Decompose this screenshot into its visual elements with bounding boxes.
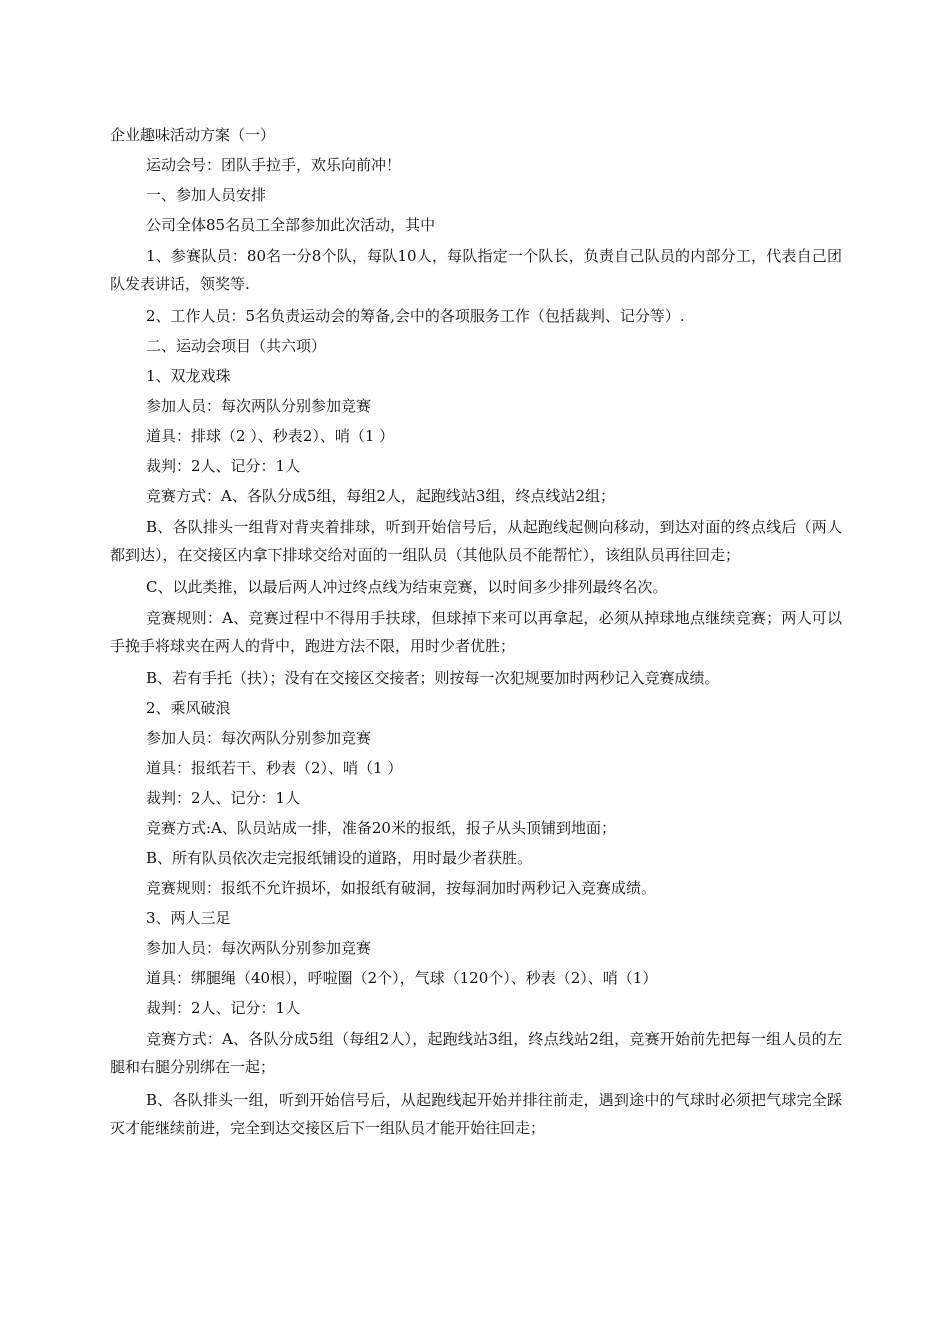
paragraph: 竞赛规则：A、竞赛过程中不得用手扶球，但球掉下来可以再拿起，必须从掉球地点继续竞赛；两人可以手挽手将球夹在两人的背中，跑进方法不限，用时少者优胜； — [110, 609, 842, 655]
paragraph: 参加人员：每次两队分别参加竞赛 — [146, 939, 372, 957]
paragraph: 参加人员：每次两队分别参加竞赛 — [146, 397, 372, 415]
paragraph: 道具：报纸若干、秒表（2）、哨（1 ） — [146, 759, 403, 777]
paragraph: 道具：绑腿绳（40根），呼啦圈（2个），气球（120个）、秒表（2）、哨（1） — [146, 969, 658, 987]
event-heading: 2、乘风破浪 — [146, 699, 231, 717]
paragraph: C、以此类推，以最后两人冲过终点线为结束竞赛，以时间多少排列最终名次。 — [146, 578, 668, 596]
paragraph: B、所有队员依次走完报纸铺设的道路，用时最少者获胜。 — [146, 849, 533, 867]
document-body — [110, 120, 842, 1145]
paragraph: 裁判：2人、记分：1人 — [146, 999, 301, 1017]
section-heading-events: 二、运动会项目（共六项） — [146, 337, 327, 355]
paragraph: 竞赛方式：A、各队分成5组，每组2人，起跑线站3组，终点线站2组； — [146, 487, 616, 505]
paragraph: 竞赛方式：A、各队分成5组（每组2人），起跑线站3组，终点线站2组，竞赛开始前先把每一组人员的左腿和右腿分别绑在一起； — [110, 1030, 842, 1076]
paragraph: B、若有手托（扶）；没有在交接区交接者；则按每一次犯规要加时两秒记入竞赛成绩。 — [146, 669, 720, 687]
paragraph: 裁判：2人、记分：1人 — [146, 457, 301, 475]
paragraph: 1、参赛队员：80名一分8个队，每队10人，每队指定一个队长，负责自己队员的内部分工，代表自己团队发表讲话，领奖等. — [110, 247, 842, 293]
paragraph: 竞赛方式:A、队员站成一排，准备20米的报纸，报子从头顶铺到地面； — [146, 819, 616, 837]
document-title: 企业趣味活动方案（一） — [110, 126, 276, 144]
event-heading: 3、两人三足 — [146, 909, 231, 927]
paragraph: 裁判：2人、记分：1人 — [146, 789, 301, 807]
paragraph: 竞赛规则：报纸不允许损坏，如报纸有破洞，按每洞加时两秒记入竞赛成绩。 — [146, 879, 657, 897]
paragraph: 参加人员：每次两队分别参加竞赛 — [146, 729, 372, 747]
paragraph: 公司全体85名员工全部参加此次活动，其中 — [146, 216, 436, 234]
paragraph: B、各队排头一组背对背夹着排球，听到开始信号后，从起跑线起侧向移动，到达对面的终点线后（两人都到达），在交接区内拿下排球交给对面的一组队员（其他队员不能帮忙），该组队员再往回走； — [110, 518, 842, 564]
slogan: 运动会号：团队手拉手，欢乐向前冲！ — [146, 156, 402, 174]
paragraph: 道具：排球（2 ）、秒表2）、哨（1 ） — [146, 427, 395, 445]
paragraph: B、各队排头一组，听到开始信号后，从起跑线起开始并排往前走，遇到途中的气球时必须把气球完全踩灭才能继续前进，完全到达交接区后下一组队员才能开始往回走； — [110, 1091, 842, 1137]
section-heading-participants: 一、参加人员安排 — [146, 186, 267, 204]
paragraph: 2、工作人员：5名负责运动会的筹备,会中的各项服务工作（包括裁判、记分等）. — [146, 307, 685, 325]
event-heading: 1、双龙戏珠 — [146, 367, 231, 385]
